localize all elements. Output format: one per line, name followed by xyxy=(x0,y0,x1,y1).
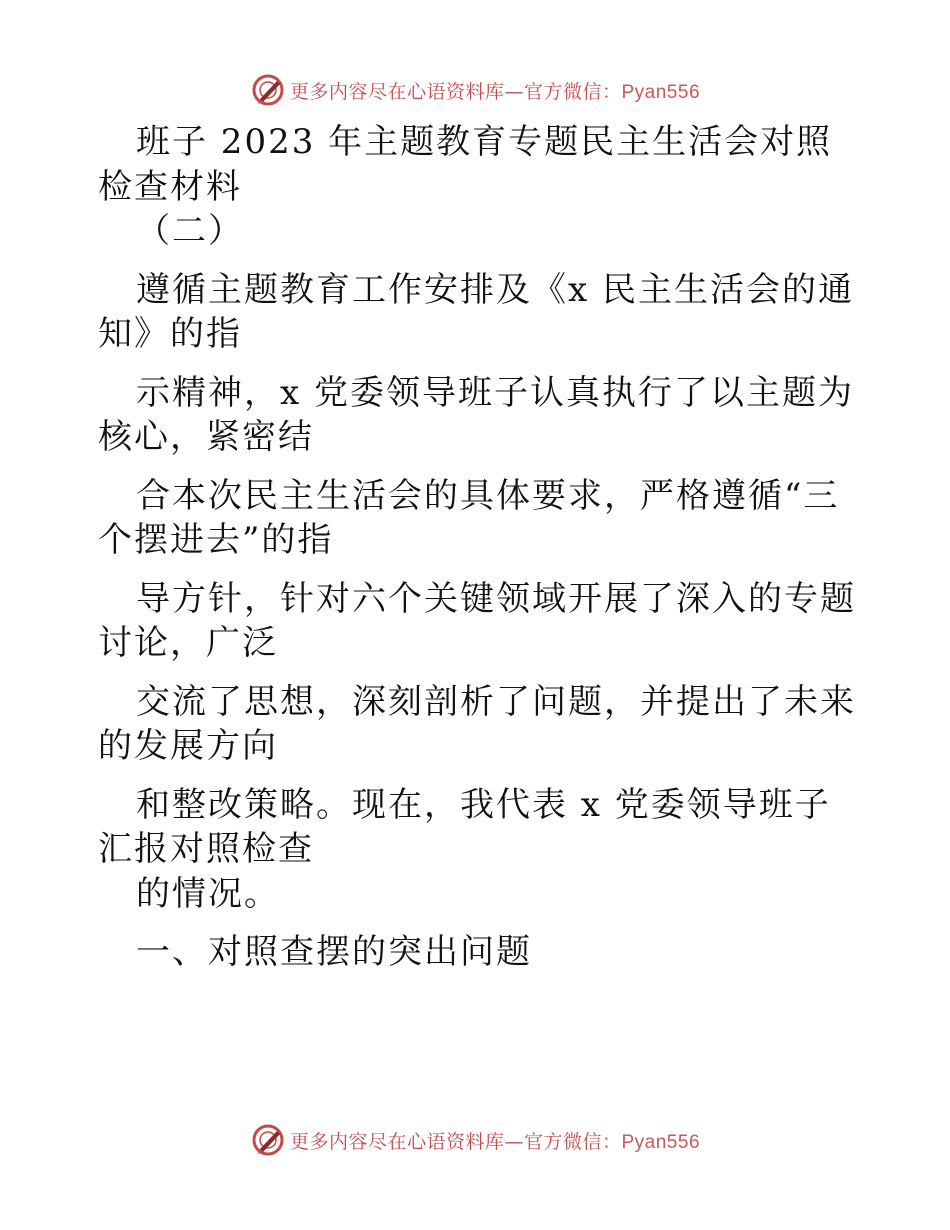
watermark-wechat-id: Pyan556 xyxy=(621,1131,701,1153)
watermark-wechat-label: 官方微信： xyxy=(523,1130,622,1153)
document-title: 班子 2023 年主题教育专题民主生活会对照检查材料 xyxy=(98,122,833,207)
paragraph-line: 的情况。 xyxy=(136,873,280,914)
document-body xyxy=(98,120,858,975)
document-subtitle: （二） xyxy=(136,211,244,251)
watermark-separator: — xyxy=(504,1130,524,1153)
paragraph-line: 导方针，针对六个关键领域开展了深入的专题讨论，广泛 xyxy=(98,578,856,663)
pen-circle-logo-icon xyxy=(250,72,286,108)
paragraph-line: 交流了思想，深刻剖析了问题，并提出了未来的发展方向 xyxy=(98,681,856,766)
watermark-main: 更多内容尽在心语资料库 xyxy=(289,80,505,103)
footer-watermark-banner xyxy=(0,1118,950,1162)
watermark-wechat-id: Pyan556 xyxy=(621,81,701,103)
paragraph-line: 合本次民主生活会的具体要求，严格遵循“三个摆进去”的指 xyxy=(98,475,840,560)
watermark-text xyxy=(290,1127,700,1154)
watermark-main: 更多内容尽在心语资料库 xyxy=(289,1130,505,1153)
watermark-separator: — xyxy=(504,80,524,103)
pen-circle-logo-icon xyxy=(250,1122,286,1158)
watermark-text xyxy=(290,77,700,104)
header-watermark-banner xyxy=(0,68,950,112)
section-heading: 一、对照查摆的突出问题 xyxy=(136,932,532,972)
paragraph-line: 示精神，x 党委领导班子认真执行了以主题为核心，紧密结 xyxy=(98,372,854,457)
watermark-wechat-label: 官方微信： xyxy=(523,80,622,103)
paragraph-line: 和整改策略。现在，我代表 x 党委领导班子汇报对照检查 xyxy=(98,784,831,869)
paragraph-line: 遵循主题教育工作安排及《x 民主生活会的通知》的指 xyxy=(98,269,854,354)
